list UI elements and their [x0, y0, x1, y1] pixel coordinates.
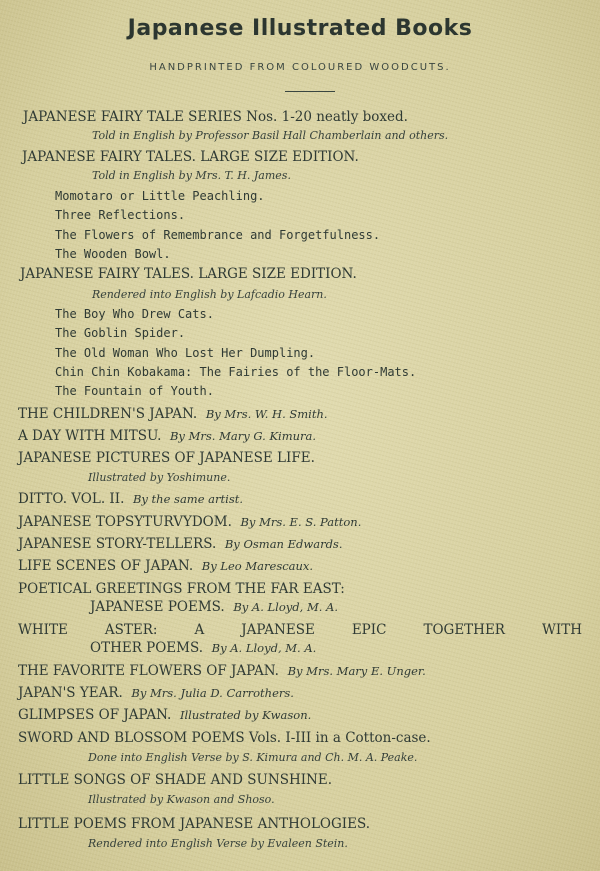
book-entry-author: By Leo Marescaux. — [201, 559, 314, 573]
book-entry-title-continued: JAPANESE POEMS. — [90, 599, 225, 615]
book-entry-title: SWORD AND BLOSSOM POEMS Vols. I-III in a Cotton-case. — [18, 730, 431, 746]
book-entry-credit: Rendered into English by Lafcadio Hearn. — [92, 288, 327, 301]
story-item: Chin Chin Kobakama: The Fairies of the Floor-Mats. — [55, 365, 417, 379]
book-entry-author: By A. Lloyd, M. A. — [211, 641, 317, 655]
book-entry — [90, 598, 338, 616]
story-item: Momotaro or Little Peachling. — [55, 189, 265, 203]
book-entry-title: LITTLE POEMS FROM JAPANESE ANTHOLOGIES. — [18, 816, 371, 832]
book-entry-author: By Osman Edwards. — [224, 537, 343, 551]
book-entry — [18, 535, 343, 553]
book-entry-author: By Mrs. E. S. Patton. — [240, 515, 362, 529]
title-rule — [285, 91, 335, 92]
book-entry — [18, 513, 361, 531]
book-entry-title: LITTLE SONGS OF SHADE AND SUNSHINE. — [18, 772, 333, 788]
book-entry-title: JAPAN'S YEAR. — [18, 685, 123, 701]
book-entry-author: By Mrs. Julia D. Carrothers. — [131, 686, 294, 700]
story-item: The Boy Who Drew Cats. — [55, 307, 214, 321]
book-entry — [18, 490, 243, 508]
book-entry-credit: Done into English Verse by S. Kimura and Ch. M. A. Peake. — [88, 751, 418, 764]
book-entry-author: By Mrs. W. H. Smith. — [205, 407, 328, 421]
book-entry-author: By the same artist. — [132, 492, 244, 506]
book-entry-title: THE CHILDREN'S JAPAN. — [18, 406, 198, 422]
book-entry-credit: Rendered into English Verse by Evaleen Stein. — [88, 837, 348, 850]
book-entry — [18, 427, 316, 445]
book-entry-title: JAPANESE PICTURES OF JAPANESE LIFE. — [18, 450, 315, 466]
book-entry-author: By A. Lloyd, M. A. — [233, 600, 338, 614]
book-entry-title: WHITE ASTER: A JAPANESE EPIC TOGETHER WITH — [18, 622, 582, 638]
book-entry — [18, 684, 294, 702]
page-subtitle: HANDPRINTED FROM COLOURED WOODCUTS. — [149, 62, 451, 73]
book-entry-title-continued: OTHER POEMS. — [90, 640, 204, 656]
book-entry-title: LIFE SCENES OF JAPAN. — [18, 558, 194, 574]
story-item: The Old Woman Who Lost Her Dumpling. — [55, 346, 316, 360]
book-entry-title: A DAY WITH MITSU. — [18, 428, 162, 444]
story-item: The Goblin Spider. — [55, 326, 186, 340]
story-item: Three Reflections. — [55, 208, 186, 222]
book-entry-credit: Illustrated by Yoshimune. — [88, 471, 231, 484]
book-entry — [18, 706, 311, 724]
book-entry — [18, 557, 313, 575]
book-entry-credit: Told in English by Professor Basil Hall Chamberlain and others. — [92, 129, 449, 142]
book-entry-author: By Mrs. Mary E. Unger. — [287, 664, 426, 678]
page-title: Japanese Illustrated Books — [127, 16, 473, 41]
story-item: The Flowers of Remembrance and Forgetfulness. — [55, 228, 381, 242]
book-entry-credit: Told in English by Mrs. T. H. James. — [92, 169, 291, 182]
book-entry-author: By Mrs. Mary G. Kimura. — [169, 429, 317, 443]
book-entry — [18, 662, 426, 680]
book-entry-title: GLIMPSES OF JAPAN. — [18, 707, 172, 723]
book-entry — [18, 405, 328, 423]
book-entry-title: JAPANESE FAIRY TALES. LARGE SIZE EDITION. — [22, 149, 359, 165]
book-entry-title: POETICAL GREETINGS FROM THE FAR EAST: — [18, 581, 345, 597]
book-entry-title: JAPANESE TOPSYTURVYDOM. — [18, 514, 232, 530]
book-entry-title: JAPANESE STORY-TELLERS. — [18, 536, 217, 552]
book-entry-author: Illustrated by Kwason. — [179, 708, 312, 722]
story-item: The Wooden Bowl. — [55, 247, 171, 261]
book-entry — [90, 639, 316, 657]
book-entry-title: THE FAVORITE FLOWERS OF JAPAN. — [18, 663, 279, 679]
story-item: The Fountain of Youth. — [55, 384, 214, 398]
book-entry-title: DITTO. VOL. II. — [18, 491, 125, 507]
book-entry-credit: Illustrated by Kwason and Shoso. — [88, 793, 275, 806]
book-entry-title: JAPANESE FAIRY TALE SERIES Nos. 1-20 neatly boxed. — [23, 109, 408, 125]
book-entry-title: JAPANESE FAIRY TALES. LARGE SIZE EDITION. — [20, 266, 357, 282]
